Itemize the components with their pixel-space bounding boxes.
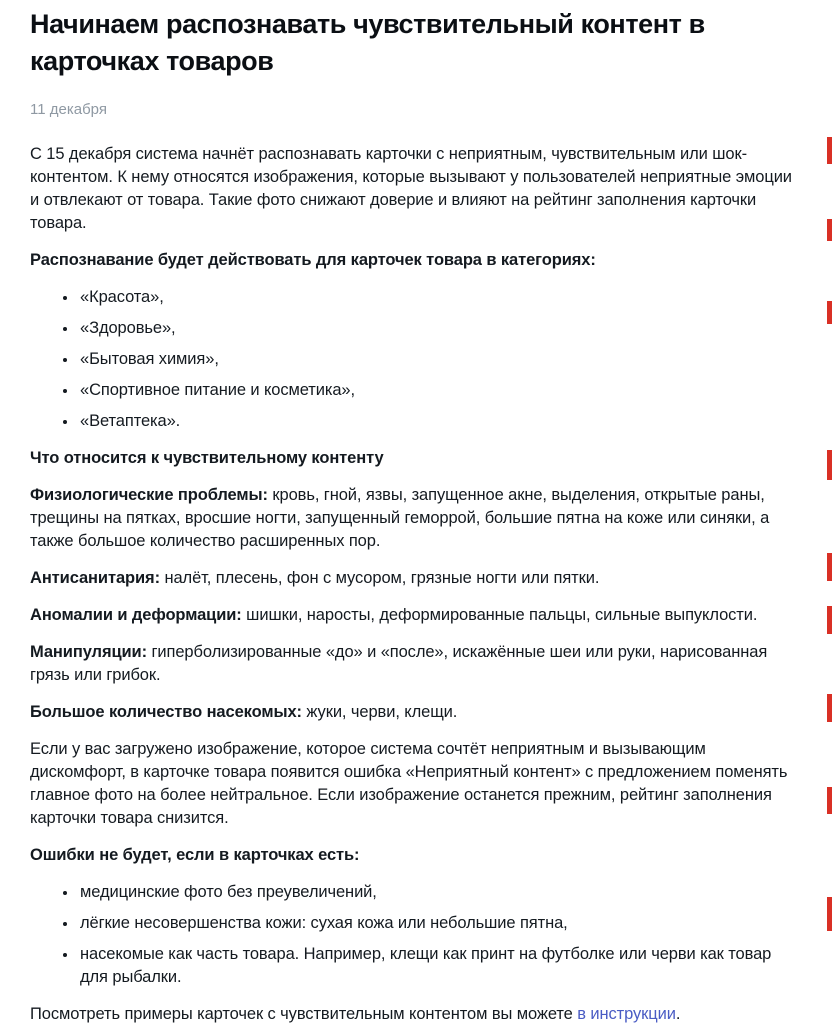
- edge-marker: [827, 897, 832, 931]
- exceptions-list: [30, 881, 796, 989]
- definition-term: Манипуляции:: [30, 643, 147, 661]
- definition-paragraph: [30, 567, 796, 590]
- edge-marker: [827, 606, 832, 634]
- definition-text: кровь, гной, язвы, запущенное акне, выделения, открытые раны, трещины на пятках, вросшие ногти, запущенный геморрой, большие пятна на коже или синяки, а также большое количество расширенных пор.: [30, 486, 770, 550]
- list-item: • «Бытовая химия»,: [78, 348, 796, 371]
- intro-paragraph: С 15 декабря система начнёт распознавать карточки с неприятным, чувствительным или шок-контентом. К нему относятся изображения, которые вызывают у пользователей неприятные эмоции и отвлекают от товара. Такие фото снижают доверие и влияют на рейтинг заполнения карточки товара.: [30, 145, 792, 232]
- definition-text: налёт, плесень, фон с мусором, грязные ногти или пятки.: [159, 569, 600, 587]
- definition-text: гиперболизированные «до» и «после», искажённые шеи или руки, нарисованная грязь или грибок.: [30, 643, 768, 684]
- definition-paragraph: [30, 484, 796, 553]
- list-item: • «Здоровье»,: [78, 317, 796, 340]
- definition-text: шишки, наросты, деформированные пальцы, сильные выпуклости.: [241, 606, 758, 624]
- page-title: Начинаем распознавать чувствительный контент в карточках товаров: [30, 9, 705, 76]
- list-item: • медицинские фото без преувеличений,: [78, 881, 796, 904]
- instructions-link[interactable]: в инструкции: [577, 1005, 676, 1023]
- list-item: • «Спортивное питание и косметика»,: [78, 379, 796, 402]
- sensitive-content-heading: Что относится к чувствительному контенту: [30, 449, 384, 467]
- consequence-paragraph: Если у вас загружено изображение, которое система сочтёт неприятным и вызывающим дискомфорт, в карточке товара появится ошибка «Неприятный контент» с предложением поменять главное фото на более нейтральное. Если изображение останется прежним, рейтинг заполнения карточки товара снизится.: [30, 740, 788, 827]
- definition-paragraph: [30, 701, 796, 724]
- definition-paragraph: [30, 604, 796, 627]
- edge-marker: [827, 219, 832, 241]
- edge-marker: [827, 787, 832, 814]
- edge-marker: [827, 694, 832, 722]
- footer-suffix: .: [675, 1005, 681, 1023]
- definition-term: Антисанитария:: [30, 569, 160, 587]
- exceptions-heading: Ошибки не будет, если в карточках есть:: [30, 846, 360, 864]
- list-item: • «Ветаптека».: [78, 410, 796, 433]
- edge-marker: [827, 553, 832, 581]
- definition-term: Большое количество насекомых:: [30, 703, 302, 721]
- categories-list: [30, 286, 796, 433]
- categories-heading: Распознавание будет действовать для карточек товара в категориях:: [30, 251, 596, 269]
- list-item: • лёгкие несовершенства кожи: сухая кожа или небольшие пятна,: [78, 912, 796, 935]
- definition-term: Физиологические проблемы:: [30, 486, 268, 504]
- footer-text: Посмотреть примеры карточек с чувствительным контентом вы можете: [30, 1005, 578, 1023]
- publish-date: 11 декабря: [30, 101, 107, 118]
- edge-marker: [827, 301, 832, 324]
- edge-marker: [827, 450, 832, 480]
- edge-marker: [827, 137, 832, 164]
- definition-paragraph: [30, 641, 796, 687]
- footer-paragraph: [30, 1003, 796, 1026]
- definition-text: жуки, черви, клещи.: [301, 703, 458, 721]
- definition-term: Аномалии и деформации:: [30, 606, 242, 624]
- list-item: • «Красота»,: [78, 286, 796, 309]
- list-item: • насекомые как часть товара. Например, клещи как принт на футболке или черви как товар для рыбалки.: [78, 943, 796, 989]
